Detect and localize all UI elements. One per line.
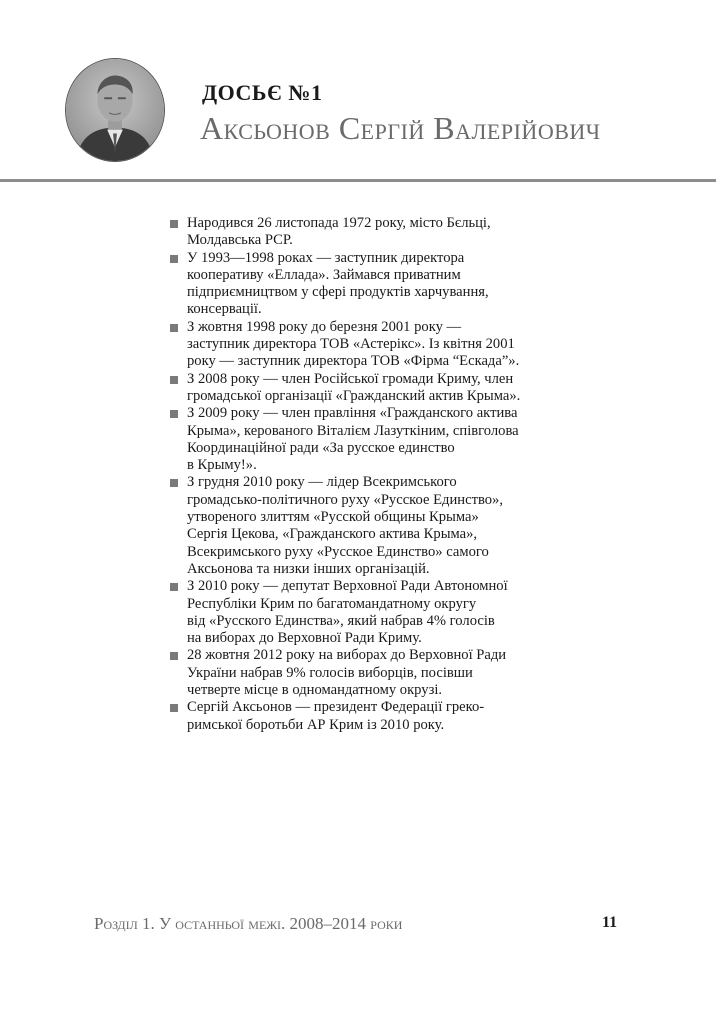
bio-text-line: громадської організації «Гражданский актив Крыма». (187, 387, 521, 404)
biography-list (170, 215, 550, 734)
square-bullet-icon (170, 220, 178, 228)
bio-text-line: Молдавська РСР. (187, 232, 293, 249)
bio-text-line: 28 жовтня 2012 року на виборах до Верховної Ради (187, 647, 507, 664)
bio-list-item (170, 371, 550, 406)
bio-item-text (187, 699, 550, 734)
bio-list-item (170, 250, 550, 319)
bio-text-line: У 1993—1998 роках — заступник директора (187, 249, 465, 266)
bio-item-text (187, 474, 550, 578)
bio-text-line: Республіки Крим по багатомандатному округу (187, 595, 477, 612)
bio-list-item (170, 474, 550, 578)
bio-item-text (187, 371, 550, 406)
bio-text-line: Сергія Цекова, «Гражданского актива Крыма», (187, 526, 478, 543)
square-bullet-icon (170, 255, 178, 263)
dossier-label: ДОСЬЄ №1 (202, 80, 323, 105)
bio-item-text (187, 250, 550, 319)
portrait-image (66, 59, 164, 161)
bio-text-line: консервації. (187, 301, 262, 318)
bio-text-line: Аксьонова та низки інших організацій. (187, 560, 430, 577)
bio-text-line: четверте місце в одномандатному окрузі. (187, 682, 443, 699)
bio-text-line: від «Русского Единства», який набрав 4% голосів (187, 612, 495, 629)
bio-list-item (170, 215, 550, 250)
bio-item-text (187, 578, 550, 647)
bio-text-line: Народився 26 листопада 1972 року, місто Бєльці, (187, 215, 491, 231)
bio-text-line: З 2009 року — член правління «Гражданского актива (187, 405, 518, 422)
header-divider (0, 179, 716, 182)
bio-text-line: З 2010 року — депутат Верховної Ради Автономної (187, 578, 508, 595)
square-bullet-icon (170, 704, 178, 712)
square-bullet-icon (170, 479, 178, 487)
bio-text-line: Координаційної ради «За русское единство (187, 439, 455, 456)
square-bullet-icon (170, 583, 178, 591)
bio-text-line: З жовтня 1998 року до березня 2001 року — (187, 318, 462, 335)
bio-text-line: утвореного злиттям «Русской общины Крыма» (187, 509, 479, 526)
bio-item-text (187, 215, 550, 250)
bio-text-line: Сергій Аксьонов — президент Федерації греко- (187, 699, 485, 716)
bio-list-item (170, 405, 550, 474)
bio-text-line: З грудня 2010 року — лідер Всекримського (187, 474, 457, 491)
footer-chapter-title: Розділ 1. У останньої межі. 2008–2014 роки (94, 914, 403, 933)
page-number: 11 (602, 914, 618, 931)
bio-text-line: заступник директора ТОВ «Астерікс». Із квітня 2001 (187, 336, 515, 353)
portrait-photo (65, 58, 165, 162)
bio-text-line: З 2008 року — член Російської громади Криму, член (187, 370, 514, 387)
bio-list-item (170, 319, 550, 371)
bio-item-text (187, 405, 550, 474)
bio-list-item (170, 578, 550, 647)
bio-text-line: Крыма», керованого Віталієм Лазуткіним, співголова (187, 422, 519, 439)
bio-text-line: громадсько-політичного руху «Русское Единство», (187, 491, 503, 508)
square-bullet-icon (170, 324, 178, 332)
bio-text-line: на виборах до Верховної Ради Криму. (187, 630, 422, 647)
bio-list-item (170, 699, 550, 734)
bio-text-line: України набрав 9% голосів виборців, посівши (187, 664, 473, 681)
bio-text-line: Всекримського руху «Русское Единство» самого (187, 543, 489, 560)
bio-list-item (170, 647, 550, 699)
bio-item-text (187, 647, 550, 699)
square-bullet-icon (170, 376, 178, 384)
person-name-heading: Аксьонов Сергій Валерійович (200, 110, 601, 146)
square-bullet-icon (170, 410, 178, 418)
bio-text-line: в Крыму!». (187, 457, 257, 474)
bio-text-line: кооперативу «Еллада». Займався приватним (187, 266, 461, 283)
bio-item-text (187, 319, 550, 371)
square-bullet-icon (170, 652, 178, 660)
bio-text-line: підприємництвом у сфері продуктів харчування, (187, 284, 489, 301)
bio-text-line: року — заступник директора ТОВ «Фірма “Ескада”». (187, 353, 520, 370)
bio-text-line: римської боротьби АР Крим із 2010 року. (187, 716, 445, 733)
